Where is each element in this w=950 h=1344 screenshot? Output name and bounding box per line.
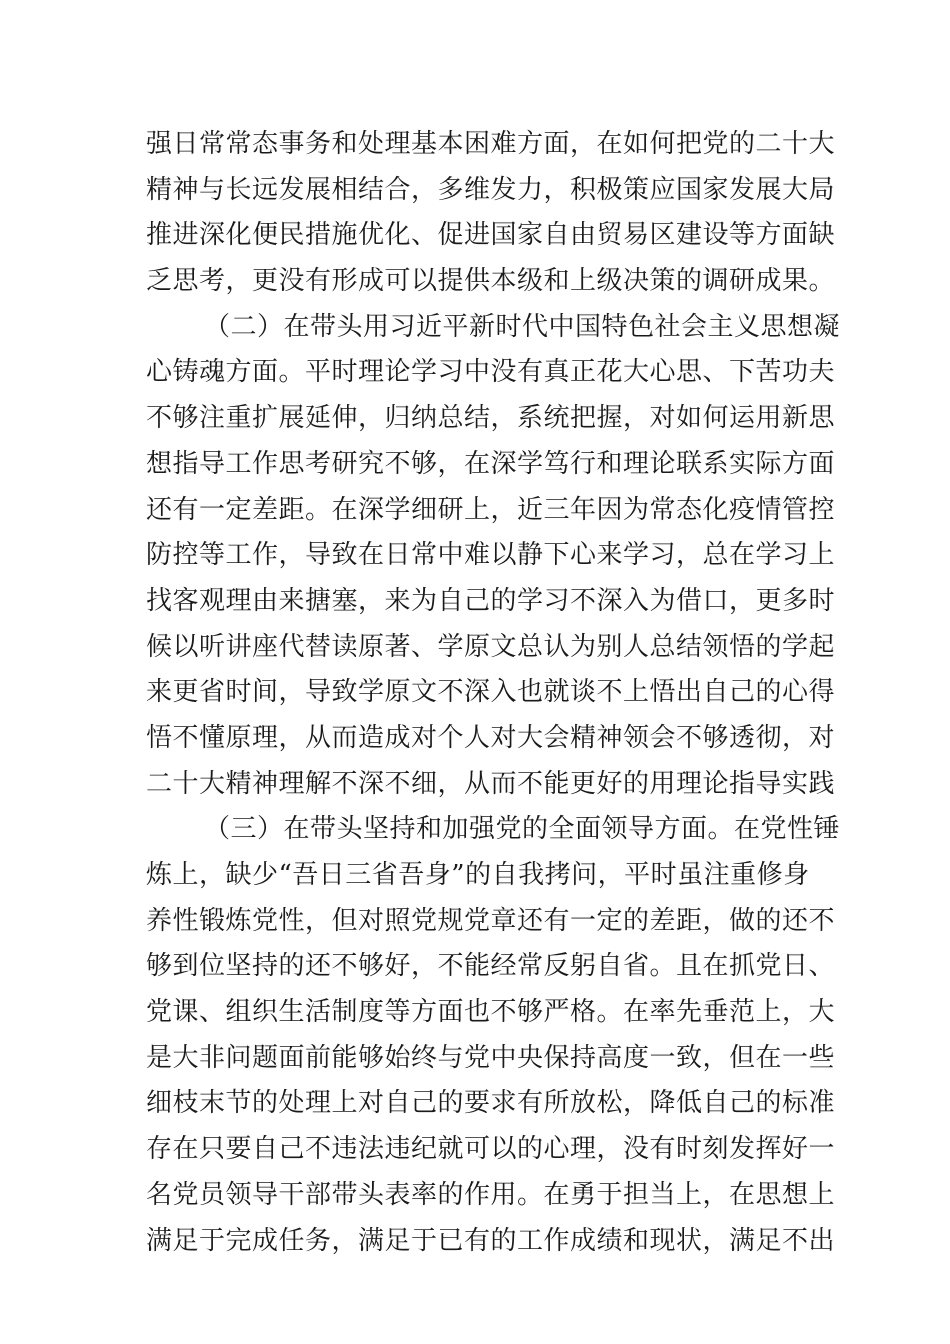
text-line: 养性锻炼党性，但对照党规党章还有一定的差距，做的还不	[146, 905, 836, 936]
text-line: 防控等工作，导致在日常中难以静下心来学习，总在学习上	[146, 540, 836, 571]
text-line: 候以听讲座代替读原著、学原文总认为别人总结领悟的学起	[146, 631, 836, 662]
text-line: 是大非问题面前能够始终与党中央保持高度一致，但在一些	[146, 1042, 836, 1073]
text-line: （二）在带头用习近平新时代中国特色社会主义思想凝	[204, 311, 841, 342]
text-line: 找客观理由来搪塞，来为自己的学习不深入为借口，更多时	[146, 585, 836, 616]
text-line: 悟不懂原理，从而造成对个人对大会精神领会不够透彻，对	[146, 722, 836, 753]
text-line: 够到位坚持的还不够好，不能经常反躬自省。且在抓党日、	[146, 951, 836, 982]
text-line: 乏思考，更没有形成可以提供本级和上级决策的调研成果。	[146, 266, 836, 297]
text-line: 来更省时间，导致学原文不深入也就谈不上悟出自己的心得	[146, 677, 836, 708]
text-line: 推进深化便民措施优化、促进国家自由贸易区建设等方面缺	[146, 220, 836, 251]
text-line: （三）在带头坚持和加强党的全面领导方面。在党性锤	[204, 814, 841, 845]
text-line: 名党员领导干部带头表率的作用。在勇于担当上，在思想上	[146, 1179, 836, 1210]
text-line: 存在只要自己不违法违纪就可以的心理，没有时刻发挥好一	[146, 1134, 836, 1165]
text-line: 想指导工作思考研究不够，在深学笃行和理论联系实际方面	[146, 448, 836, 479]
text-line: 还有一定差距。在深学细研上，近三年因为常态化疫情管控	[146, 494, 836, 525]
text-line: 不够注重扩展延伸，归纳总结，系统把握，对如何运用新思	[146, 403, 836, 434]
text-line: 强日常常态事务和处理基本困难方面，在如何把党的二十大	[146, 129, 836, 159]
text-line: 党课、组织生活制度等方面也不够严格。在率先垂范上，大	[146, 997, 836, 1028]
text-line: 精神与长远发展相结合，多维发力，积极策应国家发展大局	[146, 174, 836, 205]
body-text	[146, 122, 841, 1264]
text-line: 满足于完成任务，满足于已有的工作成绩和现状，满足不出	[146, 1225, 836, 1256]
text-line: 二十大精神理解不深不细，从而不能更好的用理论指导实践	[146, 768, 836, 799]
text-line: 炼上，缺少“吾日三省吾身”的自我拷问，平时虽注重修身	[146, 860, 810, 890]
text-line: 细枝末节的处理上对自己的要求有所放松，降低自己的标准	[146, 1088, 836, 1119]
text-line: 心铸魂方面。平时理论学习中没有真正花大心思、下苦功夫	[146, 357, 836, 388]
